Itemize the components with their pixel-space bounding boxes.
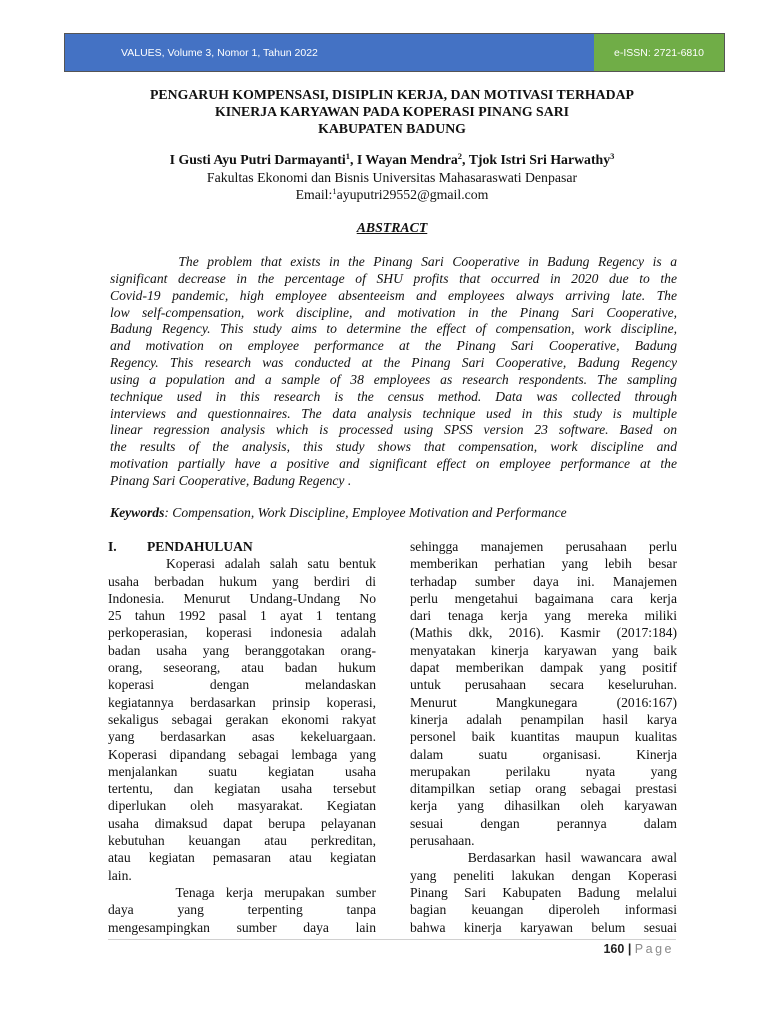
section-heading <box>108 538 376 555</box>
abstract-line: linear regression analysis which is processed using SPSS version 23 software. Based on <box>110 422 677 438</box>
body-text-line: Indonesia. Menurut Undang-Undang No <box>108 590 376 606</box>
body-text-line: bagian keuangan diperoleh informasi <box>410 902 677 918</box>
abstract-line: interviews and questionnaires. The data analysis technique used in this study is multiple <box>110 405 677 421</box>
body-text-line: orang, seseorang, atau badan hukum <box>108 660 376 676</box>
body-text-line: personel baik kuantitas maupun kualitas <box>410 729 677 745</box>
author-name: Tjok Istri Sri Harwathy <box>468 152 611 167</box>
body-text-line: usaha dimaksud dapat berupa pelayanan <box>108 815 376 831</box>
body-text-line: menjalankan suatu kegiatan usaha <box>108 763 376 779</box>
section-title: PENDAHULUAN <box>147 539 253 554</box>
body-text-line: ditampilkan setiap orang sebagai prestasi <box>410 781 677 797</box>
body-text-line: kerja yang dihasilkan oleh karyawan <box>410 798 677 814</box>
abstract-line: low self-compensation, work discipline, and motivation in the Pinang Sari Cooperative, <box>110 304 677 320</box>
affiliation: Fakultas Ekonomi dan Bisnis Universitas Mahasaraswati Denpasar <box>206 170 578 185</box>
body-text-line: Koperasi dipandang sebagai lembaga yang <box>108 746 376 762</box>
body-text-line: perusahaan. <box>410 833 475 849</box>
abstract-line: significant decrease in the percentage of SHU profits that occurred in 2020 due to the <box>110 270 677 286</box>
keywords-text: : Compensation, Work Discipline, Employee Motivation and Performance <box>164 505 567 520</box>
right-column <box>410 538 677 936</box>
author-name: I Gusti Ayu Putri Darmayanti <box>169 152 346 167</box>
page-footer <box>603 942 674 956</box>
body-text-line: kinerja adalah penampilan hasil karya <box>410 711 677 727</box>
keywords-label: Keywords <box>110 505 165 520</box>
abstract-line: Regency. This research was conducted at the Pinang Sari Cooperative, Badung Regency <box>110 355 677 371</box>
body-text-line: yang peneliti lakukan dengan Koperasi <box>410 867 677 883</box>
body-text-line: sesuai dengan perannya dalam <box>410 815 677 831</box>
body-text-line: kegiatannya berdasarkan prinsip koperasi, <box>108 694 376 710</box>
author-affiliation-mark: 2 <box>457 151 463 161</box>
title-line: KABUPATEN BADUNG <box>318 121 466 136</box>
body-text-line: sekaligus sebagai gerakan ekonomi rakyat <box>108 711 376 727</box>
section-number: I. <box>108 539 117 554</box>
body-text-line: Menurut Mangkunegara (2016:167) <box>410 694 677 710</box>
title-line: PENGARUH KOMPENSASI, DISIPLIN KERJA, DAN MOTIVASI TERHADAP <box>150 87 634 102</box>
left-column <box>108 538 376 936</box>
body-text-line: dalam suatu organisasi. Kinerja <box>410 746 677 762</box>
author-name: I Wayan Mendra <box>356 152 458 167</box>
body-text-line: menyatakan kinerja karyawan yang baik <box>410 642 677 658</box>
issn-badge: e-ISSN: 2721-6810 <box>594 34 724 71</box>
body-text-line: 25 tahun 1992 pasal 1 ayat 1 tentang <box>108 608 376 624</box>
keywords-line <box>110 505 567 521</box>
body-text-line: Koperasi adalah salah satu bentuk <box>108 556 376 572</box>
body-text-line: lain. <box>108 867 132 883</box>
body-text-line: Berdasarkan hasil wawancara awal <box>410 850 677 866</box>
abstract-line: the results of the analysis, this study shows that compensation, work discipline and <box>110 439 677 455</box>
body-text-line: dapat memberikan dampak yang positif <box>410 660 677 676</box>
abstract-line: using a population and a sample of 38 employees as research respondents. The sampling <box>110 371 677 387</box>
abstract-body <box>110 254 677 490</box>
body-text-line: diperlukan oleh masyarakat. Kegiatan <box>108 798 376 814</box>
body-text-line: sehingga manajemen perusahaan perlu <box>410 539 677 554</box>
body-text-line: kebutuhan keuangan atau perkreditan, <box>108 833 376 849</box>
abstract-line: Badung Regency. This study aims to determine the effect of compensation, work discipline, <box>110 321 677 337</box>
email-address[interactable]: ayuputri29552@gmail.com <box>336 187 489 202</box>
author-affiliation-mark: 1 <box>345 151 350 161</box>
abstract-line: Pinang Sari Cooperative, Badung Regency . <box>110 472 352 488</box>
page-number: 160 <box>603 942 625 956</box>
body-text-line: badan usaha yang beranggotakan orang- <box>108 642 376 658</box>
body-text-line: dari tenaga kerja yang mereka miliki <box>410 608 677 624</box>
body-text-line: yang berdasarkan asas kekeluargaan. <box>108 729 376 745</box>
abstract-line: and motivation on employee performance at the Pinang Sari Cooperative, Badung <box>110 338 677 354</box>
author-list <box>108 151 676 168</box>
author-separator: , <box>349 152 357 167</box>
body-text-line: mengesampingkan sumber daya lain <box>108 919 376 935</box>
body-text-line: usaha berbadan hukum yang berdiri di <box>108 573 376 589</box>
journal-citation: VALUES, Volume 3, Nomor 1, Tahun 2022 <box>65 34 594 71</box>
body-text-line: memberikan perhatian yang lebih besar <box>410 556 677 572</box>
abstract-line: technique used in this research is the census method. Data was collected through <box>110 388 677 404</box>
author-separator: , <box>462 152 469 167</box>
body-text-line: atau kegiatan pemasaran atau kegiatan <box>108 850 376 866</box>
abstract-line: Covid-19 pandemic, high employee absenteeism and employees always arriving late. The <box>110 287 677 303</box>
title-line: KINERJA KARYAWAN PADA KOPERASI PINANG SARI <box>214 104 570 119</box>
author-email <box>108 186 676 203</box>
body-text-line: Pinang Sari Kabupaten Badung melalui <box>410 884 677 900</box>
body-text-line: tertentu, dan kegiatan usaha tersebut <box>108 781 376 797</box>
abstract-heading: ABSTRACT <box>356 220 428 235</box>
author-affiliation-mark: 3 <box>610 151 615 161</box>
footer-divider <box>108 939 676 940</box>
paper-title <box>108 86 676 137</box>
email-affiliation-mark: 1 <box>332 186 337 196</box>
body-text-line: (Mathis dkk, 2016). Kasmir (2017:184) <box>410 625 677 641</box>
abstract-line: The problem that exists in the Pinang Sari Cooperative in Badung Regency is a <box>110 254 677 269</box>
page-separator: | <box>627 942 632 956</box>
body-text-line: merupakan perilaku nyata yang <box>410 763 677 779</box>
journal-header-banner <box>64 33 725 72</box>
page-label: Page <box>634 942 674 956</box>
abstract-line: motivation partially have a positive and significant effect on employee performance at the <box>110 456 677 472</box>
body-text-line: bahwa kinerja karyawan belum sesuai <box>410 919 677 935</box>
body-text-line: koperasi dengan melandaskan <box>108 677 376 693</box>
email-label: Email: <box>295 187 333 202</box>
body-text-line: perkoperasian, koperasi indonesia adalah <box>108 625 376 641</box>
body-text-line: daya yang terpenting tanpa <box>108 902 376 918</box>
body-text-line: Tenaga kerja merupakan sumber <box>108 884 376 900</box>
body-text-line: untuk perusahaan secara keseluruhan. <box>410 677 677 693</box>
body-text-line: perlu mengetahui bagaimana cara kerja <box>410 590 677 606</box>
body-text-line: terhadap sumber daya ini. Manajemen <box>410 573 677 589</box>
